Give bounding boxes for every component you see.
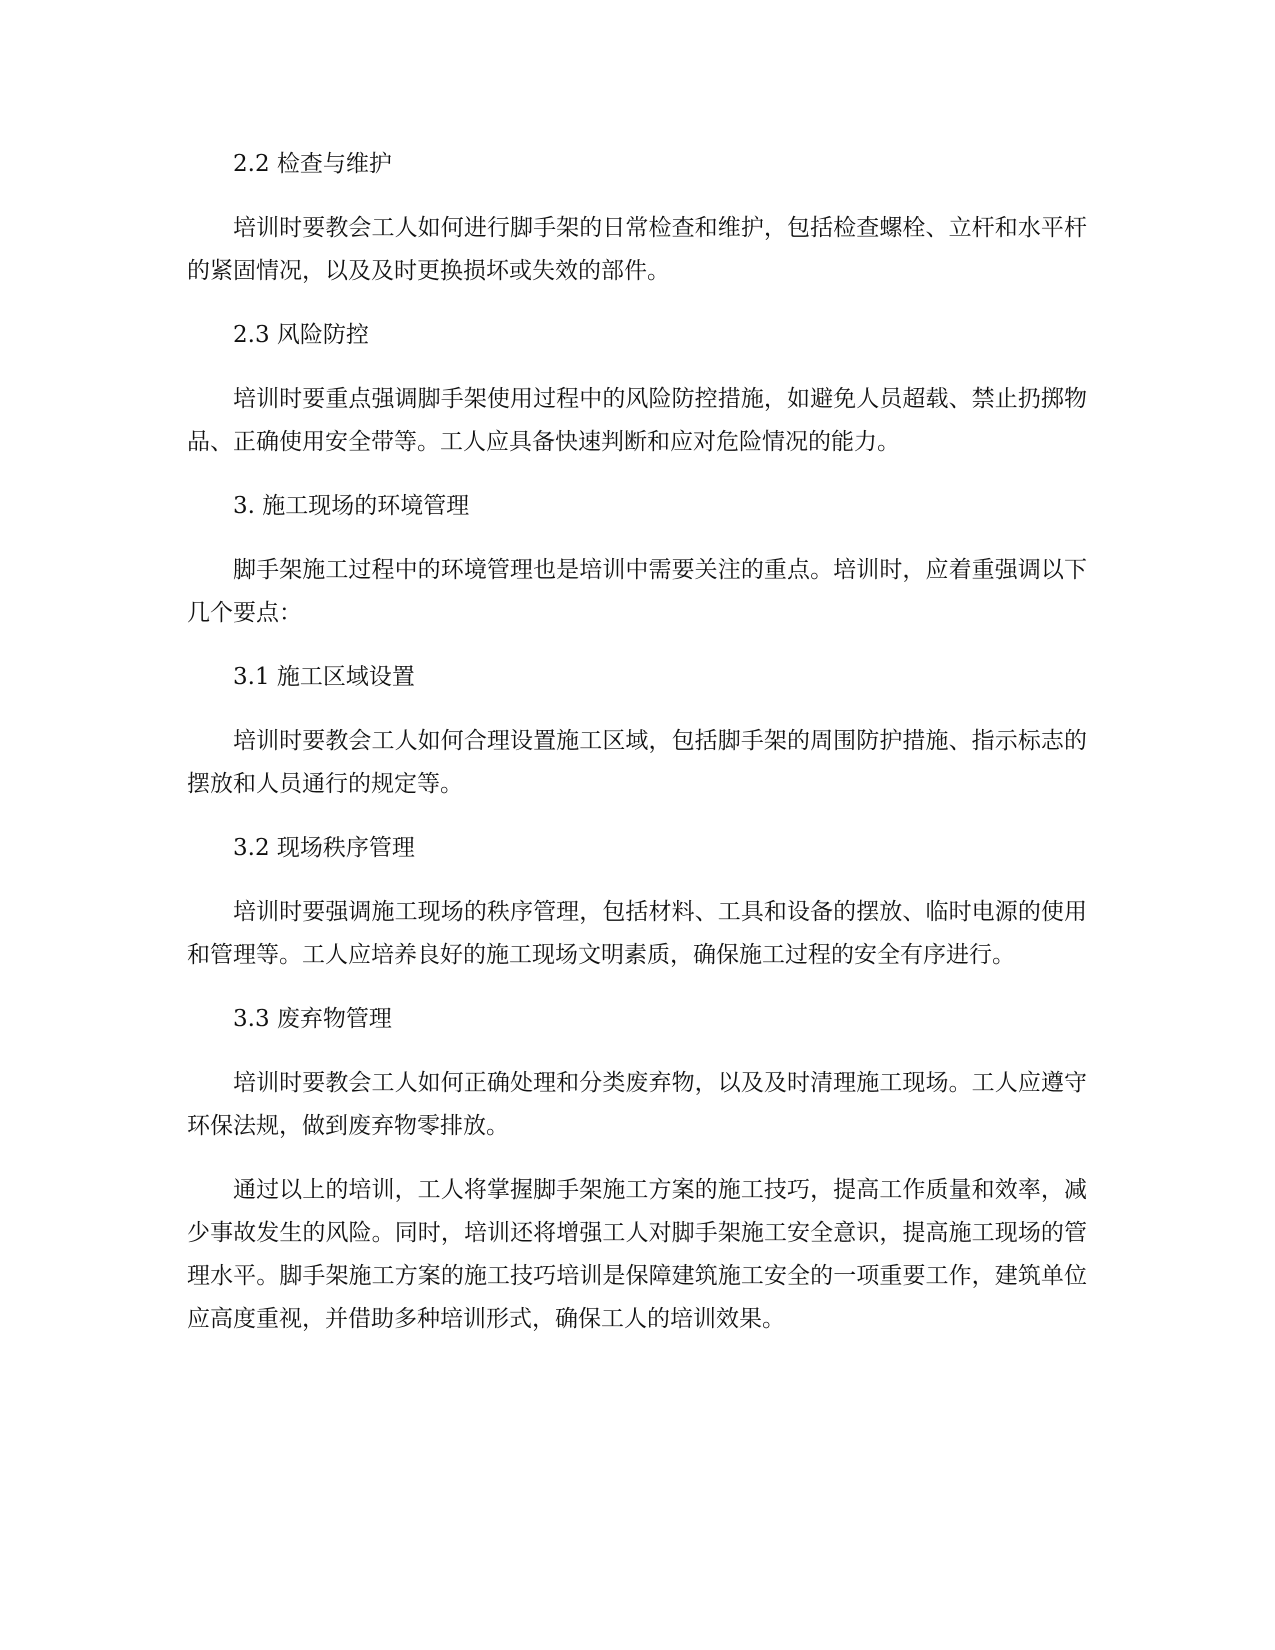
paragraph-waste-management: 培训时要教会工人如何正确处理和分类废弃物，以及及时清理施工现场。工人应遵守环保法规，做到废弃物零排放。 xyxy=(187,1070,1087,1139)
paragraph-area-setup: 培训时要教会工人如何合理设置施工区域，包括脚手架的周围防护措施、指示标志的摆放和人员通行的规定等。 xyxy=(187,728,1087,797)
document-body xyxy=(187,143,1087,1362)
paragraph-risk-control: 培训时要重点强调脚手架使用过程中的风险防控措施，如避免人员超载、禁止扔掷物品、正确使用安全带等。工人应具备快速判断和应对危险情况的能力。 xyxy=(187,386,1087,455)
paragraph-site-order: 培训时要强调施工现场的秩序管理，包括材料、工具和设备的摆放、临时电源的使用和管理等。工人应培养良好的施工现场文明素质，确保施工过程的安全有序进行。 xyxy=(187,899,1087,968)
section-heading-2-2: 2.2 检查与维护 xyxy=(233,151,392,177)
section-heading-3: 3. 施工现场的环境管理 xyxy=(233,493,470,519)
section-heading-3-1: 3.1 施工区域设置 xyxy=(233,664,415,690)
paragraph-inspection-maintenance: 培训时要教会工人如何进行脚手架的日常检查和维护，包括检查螺栓、立杆和水平杆的紧固情况，以及及时更换损坏或失效的部件。 xyxy=(187,215,1087,284)
paragraph-environment-management: 脚手架施工过程中的环境管理也是培训中需要关注的重点。培训时，应着重强调以下几个要点： xyxy=(187,557,1087,626)
section-heading-3-2: 3.2 现场秩序管理 xyxy=(233,835,415,861)
paragraph-conclusion: 通过以上的培训，工人将掌握脚手架施工方案的施工技巧，提高工作质量和效率，减少事故发生的风险。同时，培训还将增强工人对脚手架施工安全意识，提高施工现场的管理水平。脚手架施工方案的施工技巧培训是保障建筑施工安全的一项重要工作，建筑单位应高度重视，并借助多种培训形式，确保工人的培训效果。 xyxy=(187,1177,1087,1332)
section-heading-3-3: 3.3 废弃物管理 xyxy=(233,1006,392,1032)
section-heading-2-3: 2.3 风险防控 xyxy=(233,322,369,348)
